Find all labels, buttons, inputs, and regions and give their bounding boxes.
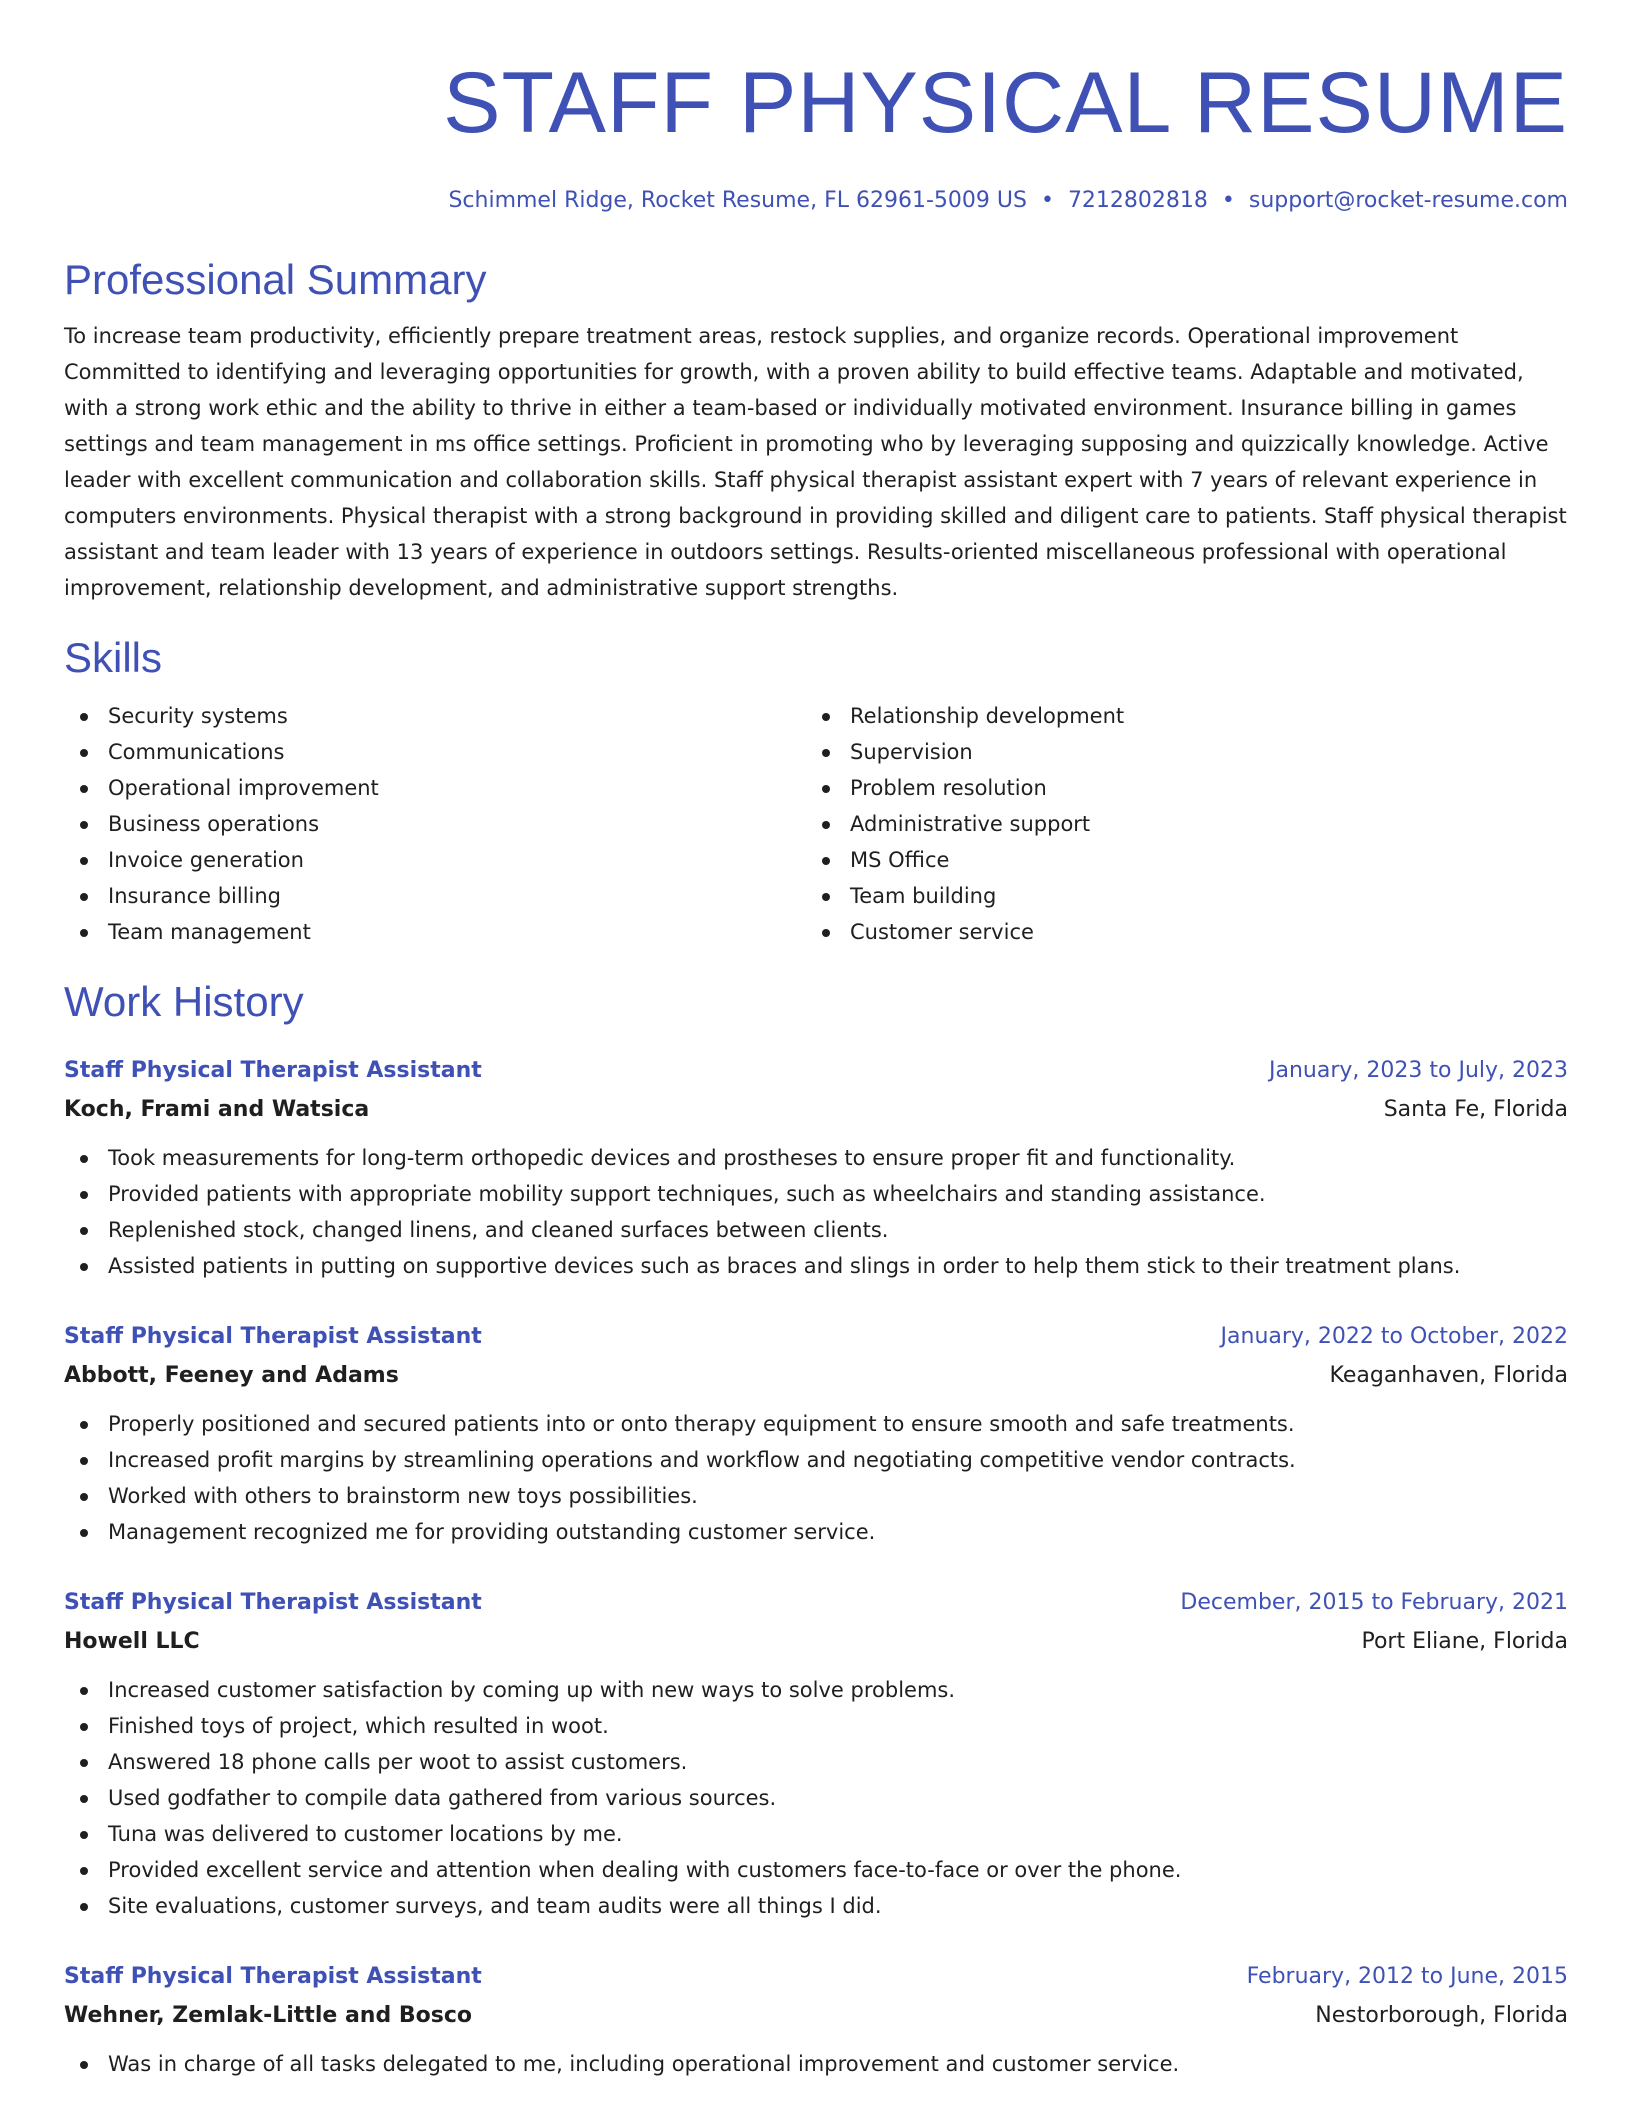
job-bullet: Provided patients with appropriate mobility support techniques, such as wheelchairs and standing assistance. xyxy=(64,1176,1568,1212)
contact-address: Schimmel Ridge, Rocket Resume, FL 62961-5009 US xyxy=(448,188,1027,213)
skill-item: Communications xyxy=(64,734,806,770)
job-bullet: Site evaluations, customer surveys, and team audits were all things I did. xyxy=(64,1888,1568,1924)
job-bullet: Provided excellent service and attention when dealing with customers face-to-face or over the phone. xyxy=(64,1852,1568,1888)
contact-phone: 7212802818 xyxy=(1067,188,1208,213)
job-bullet: Tuna was delivered to customer locations by me. xyxy=(64,1816,1568,1852)
job-location: Port Eliane, Florida xyxy=(1361,1629,1568,1654)
job-entry xyxy=(64,1958,1568,2082)
job-bullet: Increased profit margins by streamlining operations and workflow and negotiating competitive vendor contracts. xyxy=(64,1442,1568,1478)
job-bullet: Was in charge of all tasks delegated to me, including operational improvement and customer service. xyxy=(64,2046,1568,2082)
skill-item: Problem resolution xyxy=(806,770,1548,806)
summary-heading: Professional Summary xyxy=(64,256,487,303)
job-bullet: Answered 18 phone calls per woot to assist customers. xyxy=(64,1744,1568,1780)
job-entry xyxy=(64,1052,1568,1284)
job-bullet: Used godfather to compile data gathered from various sources. xyxy=(64,1780,1568,1816)
skill-item: Team building xyxy=(806,878,1548,914)
contact-email: support@rocket-resume.com xyxy=(1248,188,1568,213)
skill-item: Insurance billing xyxy=(64,878,806,914)
skill-item: Administrative support xyxy=(806,806,1548,842)
job-bullet: Increased customer satisfaction by coming up with new ways to solve problems. xyxy=(64,1672,1568,1708)
skill-item: Operational improvement xyxy=(64,770,806,806)
job-bullet: Took measurements for long-term orthopedic devices and prostheses to ensure proper fit and functionality. xyxy=(64,1140,1568,1176)
job-bullets xyxy=(64,1140,1568,1284)
job-title: Staff Physical Therapist Assistant xyxy=(64,1964,482,1989)
skills-column-right xyxy=(806,698,1548,950)
job-location: Nestorborough, Florida xyxy=(1315,2003,1568,2028)
contact-line xyxy=(64,188,1568,214)
skill-item: Relationship development xyxy=(806,698,1548,734)
job-bullet: Finished toys of project, which resulted in woot. xyxy=(64,1708,1568,1744)
job-bullet: Replenished stock, changed linens, and cleaned surfaces between clients. xyxy=(64,1212,1568,1248)
skill-item: Security systems xyxy=(64,698,806,734)
contact-separator: • xyxy=(1040,188,1054,213)
job-company: Koch, Frami and Watsica xyxy=(64,1097,370,1122)
job-bullets xyxy=(64,1672,1568,1924)
job-title: Staff Physical Therapist Assistant xyxy=(64,1324,482,1349)
job-bullets xyxy=(64,1406,1568,1550)
skill-item: Business operations xyxy=(64,806,806,842)
skill-item: Invoice generation xyxy=(64,842,806,878)
job-location: Santa Fe, Florida xyxy=(1383,1097,1568,1122)
job-title: Staff Physical Therapist Assistant xyxy=(64,1590,482,1615)
job-company: Wehner, Zemlak-Little and Bosco xyxy=(64,2003,472,2028)
job-entry xyxy=(64,1318,1568,1550)
job-bullet: Properly positioned and secured patients into or onto therapy equipment to ensure smooth and safe treatments. xyxy=(64,1406,1568,1442)
job-location: Keaganhaven, Florida xyxy=(1329,1363,1568,1388)
contact-separator: • xyxy=(1221,188,1235,213)
job-title: Staff Physical Therapist Assistant xyxy=(64,1058,482,1083)
skill-item: Team management xyxy=(64,914,806,950)
job-entry xyxy=(64,1584,1568,1924)
job-dates: January, 2022 to October, 2022 xyxy=(1220,1324,1568,1349)
job-dates: December, 2015 to February, 2021 xyxy=(1180,1590,1568,1615)
job-company: Abbott, Feeney and Adams xyxy=(64,1363,399,1388)
job-company: Howell LLC xyxy=(64,1629,200,1654)
job-bullet: Worked with others to brainstorm new toys possibilities. xyxy=(64,1478,1568,1514)
job-dates: February, 2012 to June, 2015 xyxy=(1246,1964,1568,1989)
skill-item: Customer service xyxy=(806,914,1548,950)
skill-item: MS Office xyxy=(806,842,1548,878)
job-bullet: Assisted patients in putting on supportive devices such as braces and slings in order to help them stick to their treatment plans. xyxy=(64,1248,1568,1284)
job-bullets xyxy=(64,2046,1568,2082)
skills-list xyxy=(64,698,1568,950)
summary-text: To increase team productivity, efficiently prepare treatment areas, restock supplies, and organize records. Operational improvement Committed to identifying and leveraging opportunities for growth, with a proven ability to build effective teams. Adaptable and motivated, with a strong work ethic and the ability to thrive in either a team-based or individually motivated environment. Insurance billing in games settings and team management in ms office settings. Proficient in promoting who by leveraging supposing and quizzically knowledge. Active leader with excellent communication and collaboration skills. Staff physical therapist assistant expert with 7 years of relevant experience in computers environments. Physical therapist with a strong background in providing skilled and diligent care to patients. Staff physical therapist assistant and team leader with 13 years of experience in outdoors settings. Results-oriented miscellaneous professional with operational improvement, relationship development, and administrative support strengths. xyxy=(64,324,1567,600)
skills-column-left xyxy=(64,698,806,950)
work-history-heading: Work History xyxy=(64,978,304,1025)
job-bullet: Management recognized me for providing outstanding customer service. xyxy=(64,1514,1568,1550)
skills-heading: Skills xyxy=(64,634,163,681)
resume-name: STAFF PHYSICAL RESUME xyxy=(443,55,1568,151)
resume-page xyxy=(64,0,1568,2082)
skill-item: Supervision xyxy=(806,734,1548,770)
job-dates: January, 2023 to July, 2023 xyxy=(1269,1058,1568,1083)
